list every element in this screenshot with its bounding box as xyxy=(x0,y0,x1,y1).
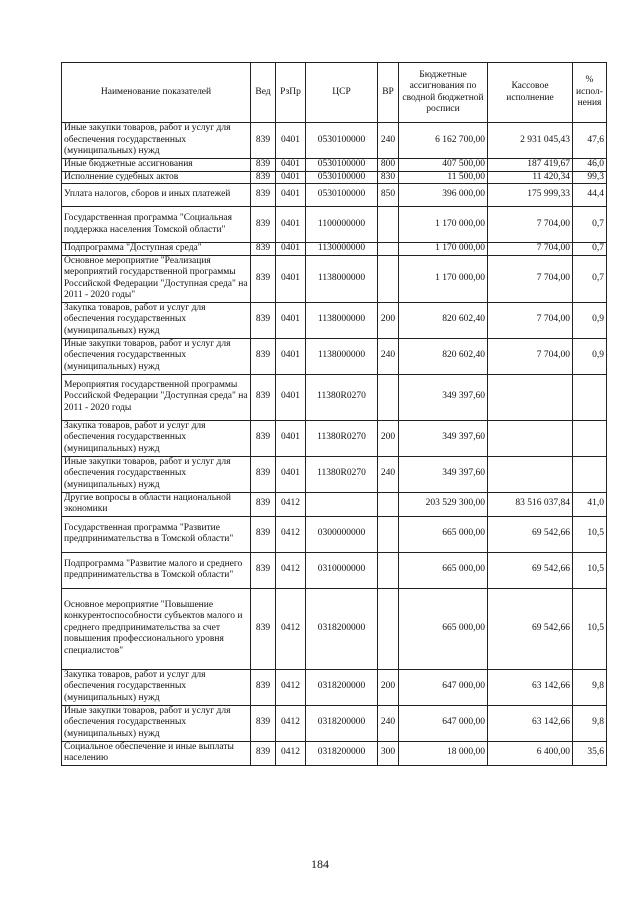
cell-csr: 1138000000 xyxy=(306,255,378,302)
cell-budget: 665 000,00 xyxy=(399,516,488,552)
cell-budget: 665 000,00 xyxy=(399,552,488,588)
cell-vr: 240 xyxy=(378,456,399,492)
cell-ved: 839 xyxy=(251,420,276,456)
cell-pct: 9,8 xyxy=(573,705,607,741)
cell-name: Государственная программа "Социальная поддержка населения Томской области" xyxy=(62,207,251,243)
cell-name: Другие вопросы в области национальной экономики xyxy=(62,492,251,516)
cell-pct: 35,6 xyxy=(573,741,607,765)
cell-rzpr: 0412 xyxy=(276,516,306,552)
cell-csr: 0318200000 xyxy=(306,669,378,705)
cell-ved: 839 xyxy=(251,374,276,420)
cell-vr: 200 xyxy=(378,420,399,456)
header-name: Наименование показателей xyxy=(62,63,251,123)
cell-budget: 1 170 000,00 xyxy=(399,243,488,256)
cell-cash xyxy=(488,420,573,456)
cell-pct xyxy=(573,456,607,492)
cell-vr xyxy=(378,243,399,256)
cell-pct: 10,5 xyxy=(573,588,607,669)
cell-budget: 203 529 300,00 xyxy=(399,492,488,516)
cell-budget: 6 162 700,00 xyxy=(399,123,488,159)
table-row xyxy=(62,302,607,338)
table-header-row xyxy=(62,63,607,123)
table-row xyxy=(62,171,607,184)
cell-budget: 820 602,40 xyxy=(399,302,488,338)
cell-name: Государственная программа "Развитие предпринимательства в Томской области" xyxy=(62,516,251,552)
cell-csr: 0318200000 xyxy=(306,588,378,669)
cell-cash: 187 419,67 xyxy=(488,159,573,172)
cell-pct xyxy=(573,420,607,456)
cell-csr xyxy=(306,492,378,516)
cell-ved: 839 xyxy=(251,207,276,243)
cell-cash: 7 704,00 xyxy=(488,243,573,256)
cell-csr: 1130000000 xyxy=(306,243,378,256)
cell-vr xyxy=(378,516,399,552)
cell-ved: 839 xyxy=(251,159,276,172)
cell-budget: 349 397,60 xyxy=(399,420,488,456)
header-csr: ЦСР xyxy=(306,63,378,123)
cell-name: Основное мероприятие "Повышение конкурентоспособности субъектов малого и среднего предпринимательства за счет повышения профессионального уровня специалистов" xyxy=(62,588,251,669)
table-body xyxy=(62,123,607,766)
cell-vr: 240 xyxy=(378,338,399,374)
cell-cash: 7 704,00 xyxy=(488,255,573,302)
table-row xyxy=(62,184,607,207)
table-row xyxy=(62,705,607,741)
cell-rzpr: 0401 xyxy=(276,420,306,456)
cell-name: Подпрограмма "Развитие малого и среднего предпринимательства в Томской области" xyxy=(62,552,251,588)
cell-rzpr: 0412 xyxy=(276,588,306,669)
cell-vr: 300 xyxy=(378,741,399,765)
cell-name: Социальное обеспечение и иные выплаты населению xyxy=(62,741,251,765)
cell-rzpr: 0412 xyxy=(276,492,306,516)
cell-ved: 839 xyxy=(251,492,276,516)
cell-ved: 839 xyxy=(251,588,276,669)
cell-csr: 11380R0270 xyxy=(306,374,378,420)
table-row xyxy=(62,456,607,492)
cell-csr: 1138000000 xyxy=(306,302,378,338)
cell-pct: 44,4 xyxy=(573,184,607,207)
cell-cash: 83 516 037,84 xyxy=(488,492,573,516)
cell-ved: 839 xyxy=(251,705,276,741)
cell-csr: 0318200000 xyxy=(306,705,378,741)
cell-ved: 839 xyxy=(251,741,276,765)
header-pct: % испол-нения xyxy=(573,63,607,123)
cell-vr xyxy=(378,374,399,420)
header-cash: Кассовое исполнение xyxy=(488,63,573,123)
cell-ved: 839 xyxy=(251,255,276,302)
cell-rzpr: 0401 xyxy=(276,159,306,172)
cell-vr: 240 xyxy=(378,705,399,741)
cell-cash: 69 542,66 xyxy=(488,516,573,552)
cell-csr: 1138000000 xyxy=(306,338,378,374)
cell-csr: 0318200000 xyxy=(306,741,378,765)
cell-pct: 0,7 xyxy=(573,243,607,256)
cell-vr: 850 xyxy=(378,184,399,207)
cell-ved: 839 xyxy=(251,184,276,207)
cell-budget: 665 000,00 xyxy=(399,588,488,669)
cell-name: Исполнение судебных актов xyxy=(62,171,251,184)
cell-rzpr: 0401 xyxy=(276,302,306,338)
cell-rzpr: 0412 xyxy=(276,741,306,765)
table-row xyxy=(62,552,607,588)
cell-ved: 839 xyxy=(251,456,276,492)
cell-name: Закупка товаров, работ и услуг для обеспечения государственных (муниципальных) нужд xyxy=(62,302,251,338)
cell-vr xyxy=(378,492,399,516)
cell-csr: 0530100000 xyxy=(306,159,378,172)
cell-ved: 839 xyxy=(251,516,276,552)
cell-ved: 839 xyxy=(251,302,276,338)
cell-pct xyxy=(573,374,607,420)
cell-vr xyxy=(378,207,399,243)
cell-cash: 69 542,66 xyxy=(488,552,573,588)
cell-budget: 396 000,00 xyxy=(399,184,488,207)
cell-csr: 0530100000 xyxy=(306,123,378,159)
cell-budget: 647 000,00 xyxy=(399,705,488,741)
cell-rzpr: 0412 xyxy=(276,552,306,588)
cell-name: Закупка товаров, работ и услуг для обеспечения государственных (муниципальных) нужд xyxy=(62,669,251,705)
cell-vr xyxy=(378,552,399,588)
table-row xyxy=(62,123,607,159)
cell-ved: 839 xyxy=(251,669,276,705)
cell-cash: 6 400,00 xyxy=(488,741,573,765)
cell-pct: 0,7 xyxy=(573,207,607,243)
table-row xyxy=(62,492,607,516)
cell-cash: 63 142,66 xyxy=(488,669,573,705)
cell-cash: 63 142,66 xyxy=(488,705,573,741)
cell-name: Иные закупки товаров, работ и услуг для обеспечения государственных (муниципальных) нужд xyxy=(62,338,251,374)
table-row xyxy=(62,207,607,243)
cell-cash: 69 542,66 xyxy=(488,588,573,669)
cell-csr: 1100000000 xyxy=(306,207,378,243)
header-vr: ВР xyxy=(378,63,399,123)
cell-name: Мероприятия государственной программы Российской Федерации "Доступная среда" на 2011 - 2020 годы xyxy=(62,374,251,420)
cell-csr: 0530100000 xyxy=(306,184,378,207)
cell-ved: 839 xyxy=(251,338,276,374)
header-ved: Вед xyxy=(251,63,276,123)
cell-rzpr: 0412 xyxy=(276,705,306,741)
cell-name: Основное мероприятие "Реализация мероприятий государственной программы Российской Федерации "Доступная среда" на 2011 - 2020 годы" xyxy=(62,255,251,302)
cell-pct: 10,5 xyxy=(573,516,607,552)
cell-budget: 820 602,40 xyxy=(399,338,488,374)
table-row xyxy=(62,255,607,302)
table-row xyxy=(62,669,607,705)
cell-cash: 7 704,00 xyxy=(488,207,573,243)
cell-name: Закупка товаров, работ и услуг для обеспечения государственных (муниципальных) нужд xyxy=(62,420,251,456)
cell-pct: 46,0 xyxy=(573,159,607,172)
cell-vr: 200 xyxy=(378,669,399,705)
table-row xyxy=(62,420,607,456)
cell-rzpr: 0412 xyxy=(276,669,306,705)
table-row xyxy=(62,588,607,669)
cell-budget: 18 000,00 xyxy=(399,741,488,765)
cell-pct: 41,0 xyxy=(573,492,607,516)
cell-vr: 200 xyxy=(378,302,399,338)
header-budget: Бюджетные ассигнования по сводной бюджетной росписи xyxy=(399,63,488,123)
cell-csr: 11380R0270 xyxy=(306,456,378,492)
cell-budget: 1 170 000,00 xyxy=(399,207,488,243)
cell-vr: 830 xyxy=(378,171,399,184)
cell-ved: 839 xyxy=(251,171,276,184)
cell-vr: 240 xyxy=(378,123,399,159)
table-row xyxy=(62,741,607,765)
table-row xyxy=(62,159,607,172)
cell-budget: 1 170 000,00 xyxy=(399,255,488,302)
budget-execution-table xyxy=(61,62,607,766)
cell-ved: 839 xyxy=(251,123,276,159)
cell-pct: 0,7 xyxy=(573,255,607,302)
cell-cash: 175 999,33 xyxy=(488,184,573,207)
cell-rzpr: 0401 xyxy=(276,374,306,420)
page-number: 184 xyxy=(311,857,329,871)
cell-rzpr: 0401 xyxy=(276,243,306,256)
cell-pct: 0,9 xyxy=(573,302,607,338)
cell-csr: 0530100000 xyxy=(306,171,378,184)
cell-rzpr: 0401 xyxy=(276,207,306,243)
cell-name: Иные закупки товаров, работ и услуг для обеспечения государственных (муниципальных) нужд xyxy=(62,123,251,159)
cell-cash xyxy=(488,456,573,492)
cell-rzpr: 0401 xyxy=(276,184,306,207)
cell-cash: 11 420,34 xyxy=(488,171,573,184)
cell-name: Уплата налогов, сборов и иных платежей xyxy=(62,184,251,207)
cell-vr xyxy=(378,588,399,669)
table-row xyxy=(62,516,607,552)
cell-rzpr: 0401 xyxy=(276,123,306,159)
cell-name: Иные закупки товаров, работ и услуг для обеспечения государственных (муниципальных) нужд xyxy=(62,456,251,492)
cell-pct: 99,3 xyxy=(573,171,607,184)
cell-rzpr: 0401 xyxy=(276,171,306,184)
cell-csr: 0300000000 xyxy=(306,516,378,552)
cell-budget: 407 500,00 xyxy=(399,159,488,172)
cell-csr: 11380R0270 xyxy=(306,420,378,456)
cell-pct: 10,5 xyxy=(573,552,607,588)
header-rzpr: РзПр xyxy=(276,63,306,123)
table-row xyxy=(62,338,607,374)
cell-cash: 7 704,00 xyxy=(488,302,573,338)
cell-ved: 839 xyxy=(251,552,276,588)
cell-name: Иные закупки товаров, работ и услуг для обеспечения государственных (муниципальных) нужд xyxy=(62,705,251,741)
cell-budget: 349 397,60 xyxy=(399,374,488,420)
cell-budget: 647 000,00 xyxy=(399,669,488,705)
cell-vr xyxy=(378,255,399,302)
cell-vr: 800 xyxy=(378,159,399,172)
cell-rzpr: 0401 xyxy=(276,456,306,492)
cell-budget: 349 397,60 xyxy=(399,456,488,492)
cell-cash: 7 704,00 xyxy=(488,338,573,374)
cell-cash xyxy=(488,374,573,420)
cell-rzpr: 0401 xyxy=(276,255,306,302)
cell-rzpr: 0401 xyxy=(276,338,306,374)
table-row xyxy=(62,243,607,256)
cell-cash: 2 931 045,43 xyxy=(488,123,573,159)
cell-csr: 0310000000 xyxy=(306,552,378,588)
cell-ved: 839 xyxy=(251,243,276,256)
table-row xyxy=(62,374,607,420)
cell-budget: 11 500,00 xyxy=(399,171,488,184)
cell-pct: 0,9 xyxy=(573,338,607,374)
cell-name: Подпрограмма "Доступная среда" xyxy=(62,243,251,256)
cell-pct: 47,6 xyxy=(573,123,607,159)
cell-name: Иные бюджетные ассигнования xyxy=(62,159,251,172)
cell-pct: 9,8 xyxy=(573,669,607,705)
